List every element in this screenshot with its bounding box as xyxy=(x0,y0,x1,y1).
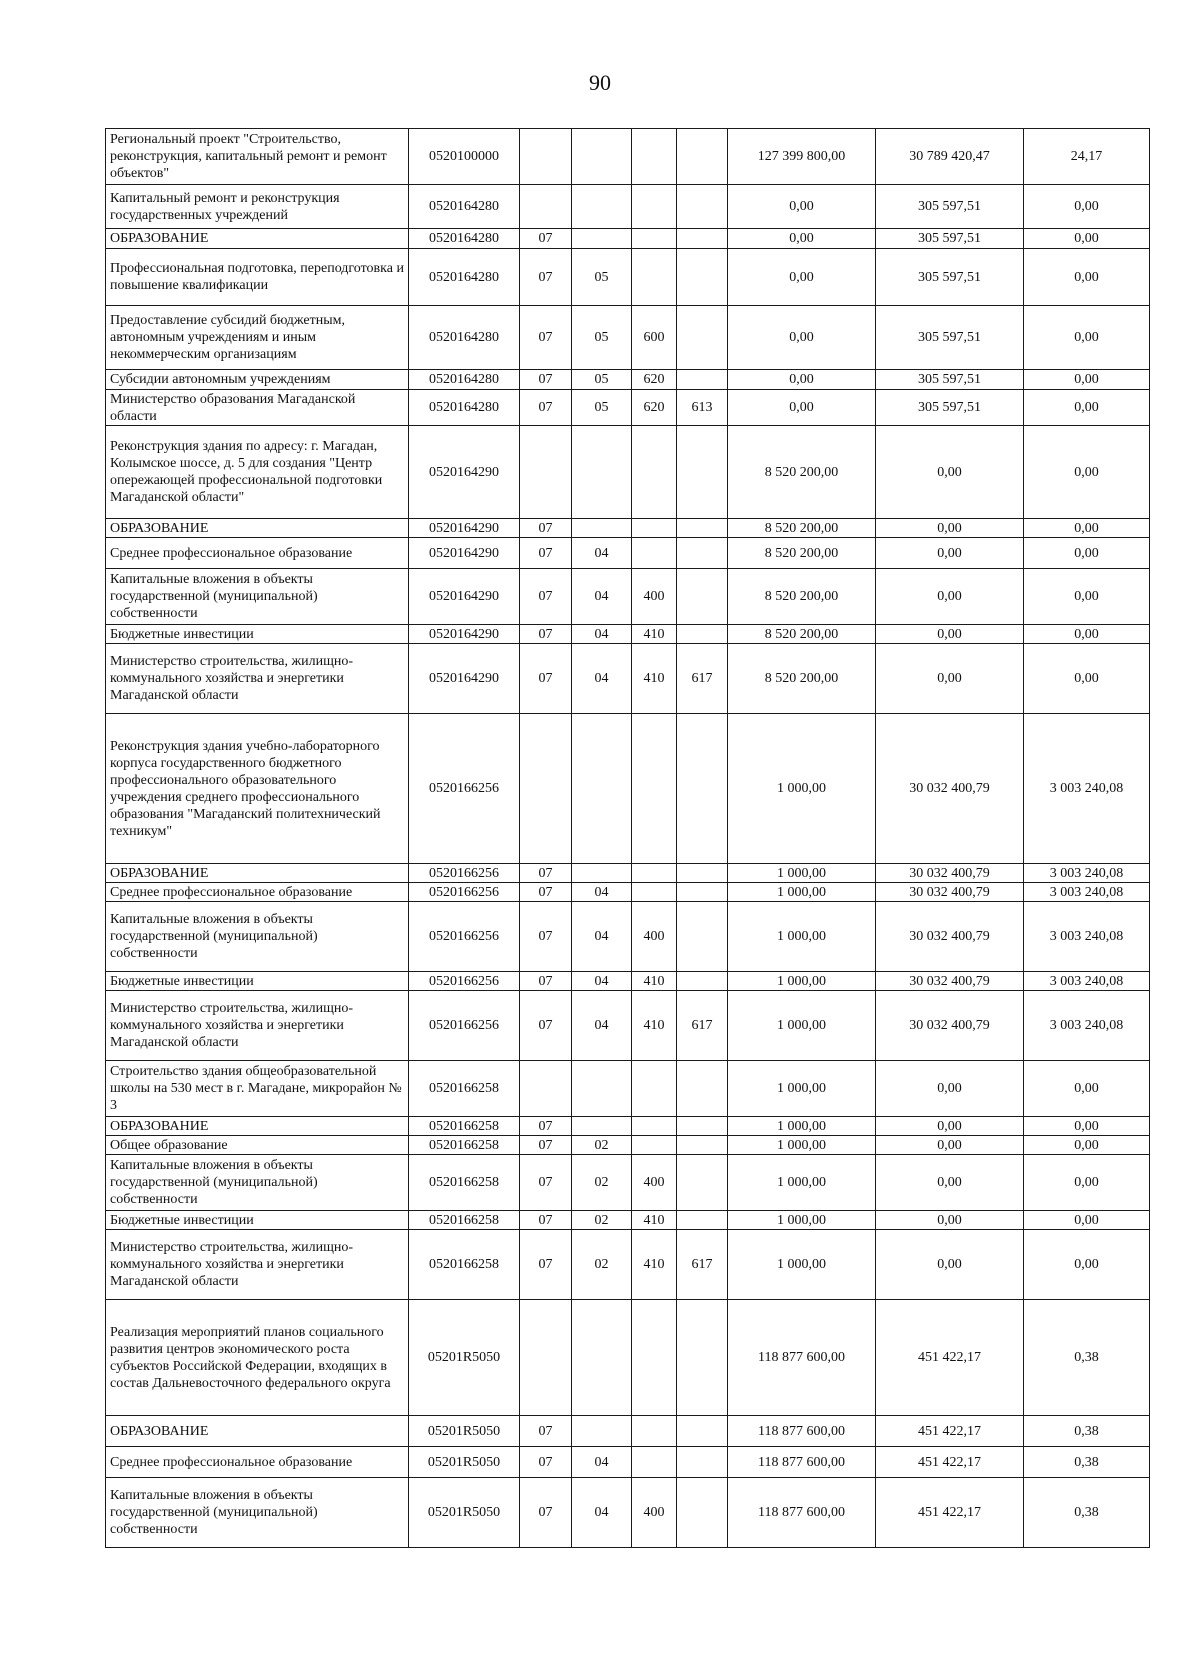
subsection-code-cell: 05 xyxy=(572,390,632,426)
subsection-code-cell xyxy=(572,426,632,519)
target-article-code-cell: 0520166256 xyxy=(409,972,520,991)
expense-type-code-cell xyxy=(632,1061,677,1117)
row-name-cell: ОБРАЗОВАНИЕ xyxy=(106,1117,409,1136)
target-article-code-cell: 0520166258 xyxy=(409,1211,520,1230)
expense-type-code-cell: 600 xyxy=(632,306,677,370)
subsection-code-cell xyxy=(572,129,632,185)
administrator-code-cell xyxy=(677,1478,728,1548)
subsection-code-cell xyxy=(572,1117,632,1136)
table-row xyxy=(106,1478,1150,1548)
administrator-code-cell xyxy=(677,306,728,370)
expense-type-code-cell: 400 xyxy=(632,569,677,625)
table-row xyxy=(106,426,1150,519)
table-row xyxy=(106,1061,1150,1117)
target-article-code-cell: 0520164280 xyxy=(409,390,520,426)
table-row xyxy=(106,991,1150,1061)
subsection-code-cell xyxy=(572,1300,632,1416)
row-name-cell: Среднее профессиональное образование xyxy=(106,538,409,569)
section-code-cell: 07 xyxy=(520,644,572,714)
expense-type-code-cell: 400 xyxy=(632,902,677,972)
row-name-cell: Министерство строительства, жилищно-коммунального хозяйства и энергетики Магаданской области xyxy=(106,1230,409,1300)
amount-2-cell: 0,00 xyxy=(876,426,1024,519)
target-article-code-cell: 0520166258 xyxy=(409,1117,520,1136)
subsection-code-cell xyxy=(572,864,632,883)
subsection-code-cell: 04 xyxy=(572,1447,632,1478)
target-article-code-cell: 0520164280 xyxy=(409,370,520,390)
amount-3-cell: 0,00 xyxy=(1024,249,1150,306)
amount-3-cell: 3 003 240,08 xyxy=(1024,972,1150,991)
row-name-cell: Реконструкция здания по адресу: г. Магадан, Колымское шоссе, д. 5 для создания "Центр опережающей профессиональной подготовки Магаданской области" xyxy=(106,426,409,519)
target-article-code-cell: 0520164290 xyxy=(409,569,520,625)
subsection-code-cell: 05 xyxy=(572,370,632,390)
administrator-code-cell xyxy=(677,1300,728,1416)
administrator-code-cell xyxy=(677,1447,728,1478)
amount-1-cell: 1 000,00 xyxy=(728,1117,876,1136)
amount-1-cell: 1 000,00 xyxy=(728,1136,876,1155)
amount-3-cell: 0,00 xyxy=(1024,625,1150,644)
amount-1-cell: 8 520 200,00 xyxy=(728,519,876,538)
section-code-cell: 07 xyxy=(520,390,572,426)
target-article-code-cell: 0520166256 xyxy=(409,991,520,1061)
section-code-cell: 07 xyxy=(520,1136,572,1155)
amount-1-cell: 127 399 800,00 xyxy=(728,129,876,185)
amount-1-cell: 1 000,00 xyxy=(728,714,876,864)
expense-type-code-cell: 410 xyxy=(632,1230,677,1300)
administrator-code-cell xyxy=(677,1136,728,1155)
table-row xyxy=(106,538,1150,569)
amount-3-cell: 0,00 xyxy=(1024,306,1150,370)
target-article-code-cell: 0520166256 xyxy=(409,864,520,883)
subsection-code-cell: 04 xyxy=(572,644,632,714)
amount-1-cell: 118 877 600,00 xyxy=(728,1416,876,1447)
amount-2-cell: 451 422,17 xyxy=(876,1478,1024,1548)
amount-2-cell: 0,00 xyxy=(876,1136,1024,1155)
administrator-code-cell xyxy=(677,972,728,991)
section-code-cell: 07 xyxy=(520,1416,572,1447)
subsection-code-cell xyxy=(572,185,632,229)
table-row xyxy=(106,1136,1150,1155)
subsection-code-cell: 02 xyxy=(572,1211,632,1230)
row-name-cell: ОБРАЗОВАНИЕ xyxy=(106,864,409,883)
amount-2-cell: 305 597,51 xyxy=(876,370,1024,390)
row-name-cell: Строительство здания общеобразовательной школы на 530 мест в г. Магадане, микрорайон № 3 xyxy=(106,1061,409,1117)
section-code-cell: 07 xyxy=(520,1478,572,1548)
expense-type-code-cell xyxy=(632,129,677,185)
table-row xyxy=(106,306,1150,370)
amount-1-cell: 118 877 600,00 xyxy=(728,1447,876,1478)
amount-2-cell: 0,00 xyxy=(876,538,1024,569)
expense-type-code-cell: 410 xyxy=(632,991,677,1061)
amount-1-cell: 1 000,00 xyxy=(728,883,876,902)
row-name-cell: Капитальные вложения в объекты государственной (муниципальной) собственности xyxy=(106,1478,409,1548)
section-code-cell: 07 xyxy=(520,625,572,644)
amount-3-cell: 0,00 xyxy=(1024,1061,1150,1117)
table-row xyxy=(106,569,1150,625)
row-name-cell: Среднее профессиональное образование xyxy=(106,1447,409,1478)
administrator-code-cell xyxy=(677,129,728,185)
amount-1-cell: 8 520 200,00 xyxy=(728,644,876,714)
administrator-code-cell xyxy=(677,1155,728,1211)
row-name-cell: Капитальные вложения в объекты государственной (муниципальной) собственности xyxy=(106,902,409,972)
target-article-code-cell: 05201R5050 xyxy=(409,1447,520,1478)
section-code-cell xyxy=(520,185,572,229)
expense-type-code-cell xyxy=(632,1447,677,1478)
amount-3-cell: 0,38 xyxy=(1024,1478,1150,1548)
amount-3-cell: 0,38 xyxy=(1024,1416,1150,1447)
amount-2-cell: 0,00 xyxy=(876,625,1024,644)
row-name-cell: Бюджетные инвестиции xyxy=(106,972,409,991)
table-row xyxy=(106,1447,1150,1478)
row-name-cell: Субсидии автономным учреждениям xyxy=(106,370,409,390)
table-row xyxy=(106,229,1150,249)
expense-type-code-cell: 620 xyxy=(632,370,677,390)
amount-2-cell: 30 032 400,79 xyxy=(876,991,1024,1061)
subsection-code-cell xyxy=(572,1416,632,1447)
amount-2-cell: 30 032 400,79 xyxy=(876,972,1024,991)
administrator-code-cell: 617 xyxy=(677,991,728,1061)
amount-1-cell: 8 520 200,00 xyxy=(728,569,876,625)
amount-2-cell: 305 597,51 xyxy=(876,229,1024,249)
amount-1-cell: 1 000,00 xyxy=(728,972,876,991)
target-article-code-cell: 0520166256 xyxy=(409,902,520,972)
row-name-cell: Среднее профессиональное образование xyxy=(106,883,409,902)
expense-type-code-cell: 620 xyxy=(632,390,677,426)
table-row xyxy=(106,625,1150,644)
amount-2-cell: 305 597,51 xyxy=(876,185,1024,229)
expense-type-code-cell xyxy=(632,1300,677,1416)
subsection-code-cell: 04 xyxy=(572,625,632,644)
administrator-code-cell xyxy=(677,426,728,519)
amount-1-cell: 8 520 200,00 xyxy=(728,625,876,644)
section-code-cell: 07 xyxy=(520,1447,572,1478)
amount-1-cell: 0,00 xyxy=(728,229,876,249)
section-code-cell xyxy=(520,1300,572,1416)
table-row xyxy=(106,519,1150,538)
section-code-cell: 07 xyxy=(520,306,572,370)
expense-type-code-cell xyxy=(632,1416,677,1447)
administrator-code-cell xyxy=(677,185,728,229)
amount-3-cell: 0,00 xyxy=(1024,370,1150,390)
amount-2-cell: 0,00 xyxy=(876,1155,1024,1211)
target-article-code-cell: 0520164290 xyxy=(409,538,520,569)
amount-2-cell: 451 422,17 xyxy=(876,1300,1024,1416)
section-code-cell xyxy=(520,1061,572,1117)
amount-1-cell: 1 000,00 xyxy=(728,902,876,972)
administrator-code-cell xyxy=(677,538,728,569)
row-name-cell: Общее образование xyxy=(106,1136,409,1155)
section-code-cell xyxy=(520,129,572,185)
amount-2-cell: 0,00 xyxy=(876,1117,1024,1136)
subsection-code-cell: 05 xyxy=(572,249,632,306)
amount-3-cell: 0,38 xyxy=(1024,1300,1150,1416)
amount-2-cell: 305 597,51 xyxy=(876,249,1024,306)
expense-type-code-cell: 410 xyxy=(632,972,677,991)
administrator-code-cell xyxy=(677,864,728,883)
expense-type-code-cell: 400 xyxy=(632,1478,677,1548)
section-code-cell: 07 xyxy=(520,864,572,883)
administrator-code-cell xyxy=(677,902,728,972)
row-name-cell: Капитальный ремонт и реконструкция государственных учреждений xyxy=(106,185,409,229)
section-code-cell: 07 xyxy=(520,229,572,249)
subsection-code-cell: 02 xyxy=(572,1230,632,1300)
amount-3-cell: 0,00 xyxy=(1024,1211,1150,1230)
amount-2-cell: 451 422,17 xyxy=(876,1447,1024,1478)
amount-2-cell: 0,00 xyxy=(876,644,1024,714)
expense-type-code-cell xyxy=(632,714,677,864)
row-name-cell: ОБРАЗОВАНИЕ xyxy=(106,1416,409,1447)
administrator-code-cell xyxy=(677,1061,728,1117)
section-code-cell: 07 xyxy=(520,902,572,972)
amount-3-cell: 3 003 240,08 xyxy=(1024,902,1150,972)
target-article-code-cell: 0520100000 xyxy=(409,129,520,185)
subsection-code-cell: 04 xyxy=(572,1478,632,1548)
amount-3-cell: 0,00 xyxy=(1024,1136,1150,1155)
target-article-code-cell: 0520166258 xyxy=(409,1155,520,1211)
amount-2-cell: 0,00 xyxy=(876,1061,1024,1117)
table-row xyxy=(106,644,1150,714)
section-code-cell: 07 xyxy=(520,991,572,1061)
amount-1-cell: 0,00 xyxy=(728,370,876,390)
row-name-cell: Бюджетные инвестиции xyxy=(106,625,409,644)
expense-type-code-cell xyxy=(632,538,677,569)
section-code-cell: 07 xyxy=(520,972,572,991)
table-row xyxy=(106,1117,1150,1136)
row-name-cell: Реконструкция здания учебно-лабораторного корпуса государственного бюджетного профессионального образовательного учреждения среднего профессионального образования "Магаданский политехнический техникум" xyxy=(106,714,409,864)
subsection-code-cell: 04 xyxy=(572,991,632,1061)
administrator-code-cell xyxy=(677,625,728,644)
target-article-code-cell: 0520166258 xyxy=(409,1230,520,1300)
amount-3-cell: 0,00 xyxy=(1024,185,1150,229)
amount-2-cell: 451 422,17 xyxy=(876,1416,1024,1447)
administrator-code-cell xyxy=(677,1416,728,1447)
expense-type-code-cell xyxy=(632,249,677,306)
table-row xyxy=(106,902,1150,972)
expense-type-code-cell xyxy=(632,229,677,249)
amount-1-cell: 0,00 xyxy=(728,306,876,370)
expense-type-code-cell xyxy=(632,519,677,538)
amount-1-cell: 8 520 200,00 xyxy=(728,426,876,519)
amount-2-cell: 305 597,51 xyxy=(876,306,1024,370)
table-row xyxy=(106,1416,1150,1447)
amount-3-cell: 0,00 xyxy=(1024,569,1150,625)
administrator-code-cell: 617 xyxy=(677,1230,728,1300)
target-article-code-cell: 0520166258 xyxy=(409,1136,520,1155)
amount-1-cell: 1 000,00 xyxy=(728,864,876,883)
table-row xyxy=(106,1230,1150,1300)
amount-2-cell: 305 597,51 xyxy=(876,390,1024,426)
target-article-code-cell: 0520166256 xyxy=(409,714,520,864)
row-name-cell: Капитальные вложения в объекты государственной (муниципальной) собственности xyxy=(106,569,409,625)
amount-3-cell: 3 003 240,08 xyxy=(1024,991,1150,1061)
section-code-cell: 07 xyxy=(520,249,572,306)
subsection-code-cell: 02 xyxy=(572,1155,632,1211)
amount-2-cell: 0,00 xyxy=(876,569,1024,625)
table-row xyxy=(106,972,1150,991)
subsection-code-cell xyxy=(572,229,632,249)
amount-2-cell: 0,00 xyxy=(876,1211,1024,1230)
section-code-cell: 07 xyxy=(520,370,572,390)
amount-2-cell: 0,00 xyxy=(876,1230,1024,1300)
amount-3-cell: 0,38 xyxy=(1024,1447,1150,1478)
administrator-code-cell xyxy=(677,569,728,625)
table-row xyxy=(106,129,1150,185)
target-article-code-cell: 0520164280 xyxy=(409,229,520,249)
subsection-code-cell xyxy=(572,714,632,864)
target-article-code-cell: 0520166258 xyxy=(409,1061,520,1117)
amount-3-cell: 0,00 xyxy=(1024,644,1150,714)
row-name-cell: Реализация мероприятий планов социального развития центров экономического роста субъектов Российской Федерации, входящих в состав Дальневосточного федерального округа xyxy=(106,1300,409,1416)
expense-type-code-cell xyxy=(632,1117,677,1136)
target-article-code-cell: 0520164290 xyxy=(409,519,520,538)
subsection-code-cell: 04 xyxy=(572,883,632,902)
subsection-code-cell xyxy=(572,519,632,538)
target-article-code-cell: 0520164280 xyxy=(409,249,520,306)
table-row xyxy=(106,1300,1150,1416)
subsection-code-cell: 04 xyxy=(572,538,632,569)
subsection-code-cell xyxy=(572,1061,632,1117)
section-code-cell: 07 xyxy=(520,1230,572,1300)
row-name-cell: Капитальные вложения в объекты государственной (муниципальной) собственности xyxy=(106,1155,409,1211)
amount-2-cell: 30 032 400,79 xyxy=(876,883,1024,902)
table-row xyxy=(106,883,1150,902)
amount-2-cell: 30 032 400,79 xyxy=(876,902,1024,972)
table-row xyxy=(106,370,1150,390)
target-article-code-cell: 0520164290 xyxy=(409,426,520,519)
amount-2-cell: 30 032 400,79 xyxy=(876,714,1024,864)
amount-1-cell: 1 000,00 xyxy=(728,1061,876,1117)
amount-3-cell: 0,00 xyxy=(1024,538,1150,569)
table-row xyxy=(106,249,1150,306)
section-code-cell: 07 xyxy=(520,538,572,569)
row-name-cell: Профессиональная подготовка, переподготовка и повышение квалификации xyxy=(106,249,409,306)
amount-3-cell: 0,00 xyxy=(1024,426,1150,519)
target-article-code-cell: 05201R5050 xyxy=(409,1300,520,1416)
administrator-code-cell xyxy=(677,883,728,902)
subsection-code-cell: 04 xyxy=(572,972,632,991)
subsection-code-cell: 04 xyxy=(572,569,632,625)
administrator-code-cell: 613 xyxy=(677,390,728,426)
administrator-code-cell xyxy=(677,229,728,249)
amount-3-cell: 0,00 xyxy=(1024,229,1150,249)
section-code-cell xyxy=(520,426,572,519)
table-row xyxy=(106,1211,1150,1230)
target-article-code-cell: 0520166256 xyxy=(409,883,520,902)
amount-3-cell: 0,00 xyxy=(1024,1117,1150,1136)
row-name-cell: ОБРАЗОВАНИЕ xyxy=(106,229,409,249)
amount-3-cell: 3 003 240,08 xyxy=(1024,714,1150,864)
expense-type-code-cell xyxy=(632,1136,677,1155)
expense-type-code-cell: 410 xyxy=(632,644,677,714)
expense-type-code-cell: 410 xyxy=(632,625,677,644)
expense-type-code-cell xyxy=(632,426,677,519)
target-article-code-cell: 05201R5050 xyxy=(409,1416,520,1447)
administrator-code-cell xyxy=(677,714,728,864)
table-row xyxy=(106,714,1150,864)
expense-type-code-cell xyxy=(632,883,677,902)
row-name-cell: Бюджетные инвестиции xyxy=(106,1211,409,1230)
subsection-code-cell: 02 xyxy=(572,1136,632,1155)
budget-table xyxy=(105,128,1150,1548)
amount-3-cell: 24,17 xyxy=(1024,129,1150,185)
amount-1-cell: 1 000,00 xyxy=(728,991,876,1061)
amount-1-cell: 118 877 600,00 xyxy=(728,1300,876,1416)
target-article-code-cell: 0520164280 xyxy=(409,185,520,229)
row-name-cell: Региональный проект "Строительство, реконструкция, капитальный ремонт и ремонт объектов" xyxy=(106,129,409,185)
amount-3-cell: 0,00 xyxy=(1024,1155,1150,1211)
expense-type-code-cell: 410 xyxy=(632,1211,677,1230)
amount-1-cell: 0,00 xyxy=(728,185,876,229)
target-article-code-cell: 05201R5050 xyxy=(409,1478,520,1548)
section-code-cell: 07 xyxy=(520,883,572,902)
table-body xyxy=(106,129,1150,1548)
row-name-cell: Предоставление субсидий бюджетным, автономным учреждениям и иным некоммерческим организациям xyxy=(106,306,409,370)
administrator-code-cell xyxy=(677,249,728,306)
amount-1-cell: 118 877 600,00 xyxy=(728,1478,876,1548)
expense-type-code-cell xyxy=(632,185,677,229)
section-code-cell: 07 xyxy=(520,569,572,625)
expense-type-code-cell: 400 xyxy=(632,1155,677,1211)
administrator-code-cell xyxy=(677,370,728,390)
target-article-code-cell: 0520164290 xyxy=(409,644,520,714)
row-name-cell: Министерство образования Магаданской области xyxy=(106,390,409,426)
amount-3-cell: 0,00 xyxy=(1024,1230,1150,1300)
row-name-cell: Министерство строительства, жилищно-коммунального хозяйства и энергетики Магаданской области xyxy=(106,644,409,714)
amount-1-cell: 1 000,00 xyxy=(728,1155,876,1211)
amount-1-cell: 1 000,00 xyxy=(728,1211,876,1230)
table-row xyxy=(106,864,1150,883)
page-number: 90 xyxy=(589,70,611,95)
table-row xyxy=(106,1155,1150,1211)
amount-3-cell: 3 003 240,08 xyxy=(1024,883,1150,902)
amount-2-cell: 30 789 420,47 xyxy=(876,129,1024,185)
administrator-code-cell xyxy=(677,1211,728,1230)
amount-2-cell: 0,00 xyxy=(876,519,1024,538)
section-code-cell: 07 xyxy=(520,519,572,538)
section-code-cell: 07 xyxy=(520,1211,572,1230)
amount-1-cell: 1 000,00 xyxy=(728,1230,876,1300)
row-name-cell: ОБРАЗОВАНИЕ xyxy=(106,519,409,538)
administrator-code-cell xyxy=(677,1117,728,1136)
row-name-cell: Министерство строительства, жилищно-коммунального хозяйства и энергетики Магаданской области xyxy=(106,991,409,1061)
section-code-cell xyxy=(520,714,572,864)
amount-3-cell: 3 003 240,08 xyxy=(1024,864,1150,883)
expense-type-code-cell xyxy=(632,864,677,883)
table-row xyxy=(106,185,1150,229)
administrator-code-cell xyxy=(677,519,728,538)
section-code-cell: 07 xyxy=(520,1155,572,1211)
subsection-code-cell: 05 xyxy=(572,306,632,370)
amount-1-cell: 0,00 xyxy=(728,249,876,306)
section-code-cell: 07 xyxy=(520,1117,572,1136)
amount-2-cell: 30 032 400,79 xyxy=(876,864,1024,883)
table-row xyxy=(106,390,1150,426)
target-article-code-cell: 0520164290 xyxy=(409,625,520,644)
amount-3-cell: 0,00 xyxy=(1024,519,1150,538)
administrator-code-cell: 617 xyxy=(677,644,728,714)
target-article-code-cell: 0520164280 xyxy=(409,306,520,370)
amount-1-cell: 0,00 xyxy=(728,390,876,426)
subsection-code-cell: 04 xyxy=(572,902,632,972)
amount-3-cell: 0,00 xyxy=(1024,390,1150,426)
amount-1-cell: 8 520 200,00 xyxy=(728,538,876,569)
